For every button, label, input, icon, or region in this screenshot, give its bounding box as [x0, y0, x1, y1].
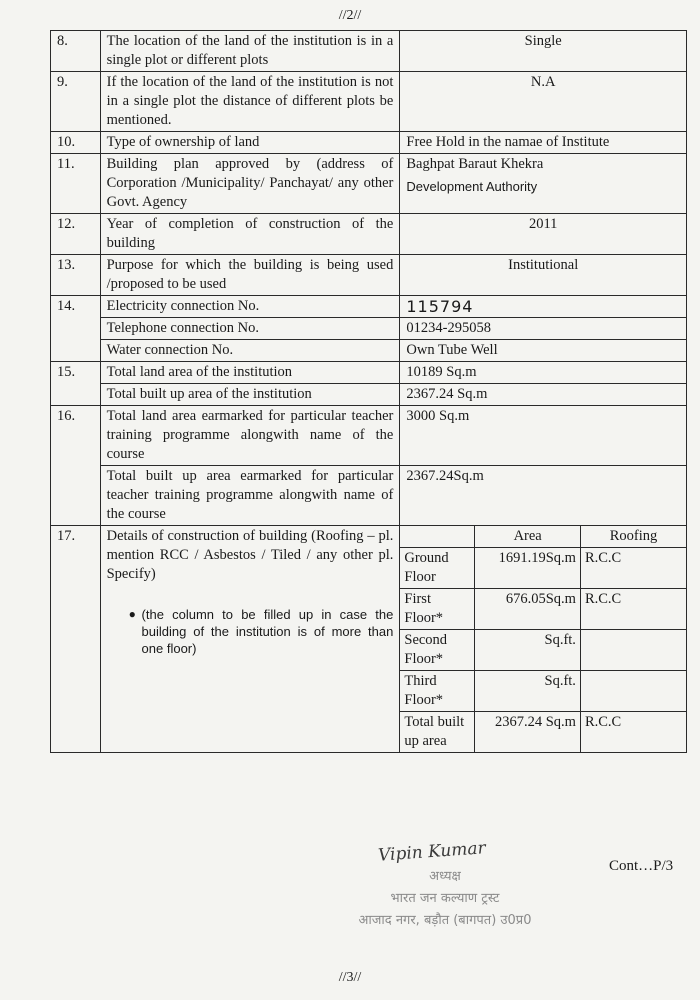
floor-header-blank — [400, 526, 475, 548]
question-text: Details of construction of building (Roofing – pl. mention RCC / Asbestos / Tiled / any other pl. Specify) — [106, 528, 394, 582]
stamp — [330, 866, 560, 932]
question-text: Total land area earmarked for particular teacher training programme alongwith name of the course — [100, 406, 400, 466]
row-number: 13. — [51, 255, 101, 296]
row-number: 10. — [51, 132, 101, 154]
floor-roofing: R.C.C — [580, 548, 686, 589]
question-text: Telephone connection No. — [100, 318, 400, 340]
question-text: Water connection No. — [100, 340, 400, 362]
table-row — [51, 214, 687, 255]
signature: Vipin Kumar — [377, 838, 487, 866]
row-number: 9. — [51, 72, 101, 132]
table-row — [51, 132, 687, 154]
floor-area: Sq.ft. — [475, 630, 581, 671]
row-number: 8. — [51, 31, 101, 72]
floor-row — [400, 671, 686, 712]
row-number: 16. — [51, 406, 101, 526]
table-row — [51, 318, 687, 340]
table-row — [51, 526, 687, 753]
answer-text: Institutional — [400, 255, 687, 296]
table-row — [51, 362, 687, 384]
answer-text: 2367.24 Sq.m — [400, 384, 687, 406]
answer-line-2: Development Authority — [406, 179, 538, 194]
table-row — [51, 31, 687, 72]
floor-area: 1691.19Sq.m — [475, 548, 581, 589]
table-row — [51, 340, 687, 362]
floor-roofing — [580, 671, 686, 712]
stamp-line-2: भारत जन कल्याण ट्रस्ट — [390, 891, 500, 906]
table-row — [51, 466, 687, 526]
question-text: Year of completion of construction of the building — [100, 214, 400, 255]
floor-roofing: R.C.C — [580, 712, 686, 753]
table-row — [51, 296, 687, 318]
floor-area: 676.05Sq.m — [475, 589, 581, 630]
page-marker-bottom: //3// — [338, 970, 362, 985]
answer-line-1: Baghpat Baraut Khekra — [406, 156, 544, 172]
answer-text: Free Hold in the namae of Institute — [400, 132, 687, 154]
floor-label: Third Floor* — [400, 671, 475, 712]
question-cell — [100, 526, 400, 753]
roofing-header: Roofing — [580, 526, 686, 548]
floor-roofing — [580, 630, 686, 671]
question-text: The location of the land of the institution is in a single plot or different plots — [100, 31, 400, 72]
floor-label: Ground Floor — [400, 548, 475, 589]
continuation-note: Cont…P/3 — [609, 858, 674, 874]
floor-label: Second Floor* — [400, 630, 475, 671]
question-text: Type of ownership of land — [100, 132, 400, 154]
table-row — [51, 72, 687, 132]
question-text: Total land area of the institution — [100, 362, 400, 384]
answer-text: 01234-295058 — [400, 318, 687, 340]
answer-text: Single — [400, 31, 687, 72]
question-text: Electricity connection No. — [100, 296, 400, 318]
floor-construction-table — [400, 526, 686, 752]
institution-details-table — [50, 30, 687, 753]
table-row — [51, 255, 687, 296]
floor-row — [400, 548, 686, 589]
footnote-note — [129, 606, 394, 657]
row-number: 15. — [51, 362, 101, 406]
question-text: Total built up area earmarked for particular teacher training programme alongwith name of the course — [100, 466, 400, 526]
answer-text: 2367.24Sq.m — [400, 466, 687, 526]
floor-area: Sq.ft. — [475, 671, 581, 712]
electricity-connection-value: 115794 — [400, 296, 687, 318]
question-text: Building plan approved by (address of Corporation /Municipality/ Panchayat/ any other Govt. Agency — [100, 154, 400, 214]
answer-text: N.A — [400, 72, 687, 132]
question-text: If the location of the land of the institution is not in a single plot the distance of different plots be mentioned. — [100, 72, 400, 132]
page-marker-top: //2// — [338, 8, 362, 23]
answer-text: 3000 Sq.m — [400, 406, 687, 466]
stamp-line-3: आजाद नगर, बड़ौत (बागपत) उ0प्र0 — [358, 913, 532, 928]
floor-area: 2367.24 Sq.m — [475, 712, 581, 753]
question-text: Total built up area of the institution — [100, 384, 400, 406]
answer-text: Own Tube Well — [400, 340, 687, 362]
footnote-text: (the column to be filled up in case the building of the institution is of more than one floor) — [141, 607, 394, 656]
row-number: 11. — [51, 154, 101, 214]
table-row — [51, 154, 687, 214]
answer-cell — [400, 154, 687, 214]
floor-header-row — [400, 526, 686, 548]
row-number: 14. — [51, 296, 101, 362]
stamp-line-1: अध्यक्ष — [429, 869, 461, 884]
answer-text: 2011 — [400, 214, 687, 255]
area-header: Area — [475, 526, 581, 548]
table-row — [51, 384, 687, 406]
floor-label: Total built up area — [400, 712, 475, 753]
floor-table-cell — [400, 526, 687, 753]
row-number: 12. — [51, 214, 101, 255]
floor-row — [400, 630, 686, 671]
row-number: 17. — [51, 526, 101, 753]
bullet-icon: ● — [128, 607, 136, 621]
floor-row — [400, 712, 686, 753]
floor-roofing: R.C.C — [580, 589, 686, 630]
table-row — [51, 406, 687, 466]
floor-row — [400, 589, 686, 630]
answer-text: 10189 Sq.m — [400, 362, 687, 384]
question-text: Purpose for which the building is being used /proposed to be used — [100, 255, 400, 296]
floor-label: First Floor* — [400, 589, 475, 630]
